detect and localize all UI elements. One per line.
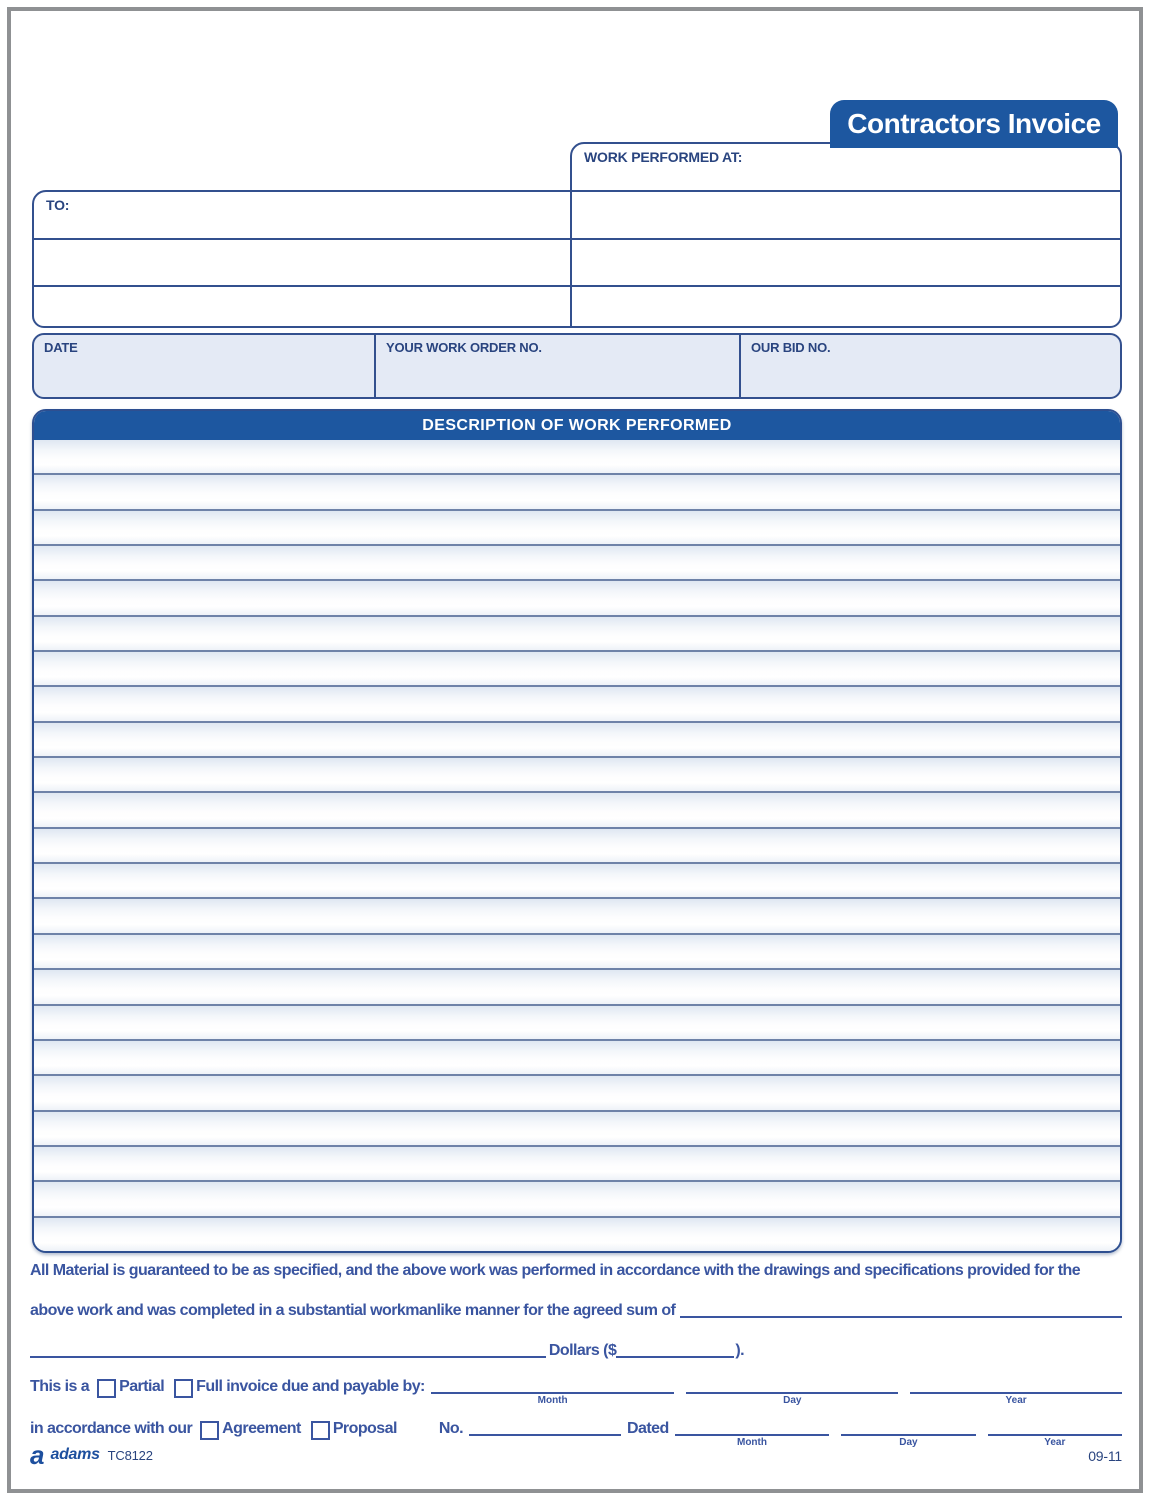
- day-label: Day: [899, 1437, 918, 1448]
- description-write-line[interactable]: [34, 758, 1120, 793]
- description-write-line[interactable]: [34, 1006, 1120, 1041]
- dated-label: Dated: [627, 1420, 669, 1437]
- description-write-line[interactable]: [34, 1076, 1120, 1111]
- write-line: [34, 238, 570, 240]
- description-write-line[interactable]: [34, 1218, 1120, 1251]
- payable-day-input[interactable]: [686, 1392, 898, 1406]
- work-order-label: YOUR WORK ORDER NO.: [386, 340, 542, 355]
- bid-field[interactable]: [739, 335, 1120, 397]
- description-write-line[interactable]: [34, 546, 1120, 581]
- dated-year-input[interactable]: [988, 1434, 1122, 1448]
- agreed-sum-input[interactable]: [680, 1316, 1122, 1318]
- work-performed-field[interactable]: [570, 142, 1122, 328]
- footer-brand: [30, 1442, 153, 1468]
- description-write-line[interactable]: [34, 1182, 1120, 1217]
- to-field[interactable]: [32, 190, 572, 328]
- invoice-type-row: [30, 1378, 1122, 1406]
- terms-line-2-text: above work and was completed in a substantial workmanlike manner for the agreed sum of: [30, 1302, 676, 1319]
- edition-code: 09-11: [1088, 1448, 1122, 1464]
- month-label: Month: [736, 1437, 767, 1448]
- full-checkbox[interactable]: [174, 1379, 193, 1398]
- date-field[interactable]: [34, 335, 374, 397]
- date-label: DATE: [44, 340, 78, 355]
- meta-row: [32, 333, 1122, 399]
- description-write-line[interactable]: [34, 864, 1120, 899]
- description-write-line[interactable]: [34, 511, 1120, 546]
- description-write-line[interactable]: [34, 899, 1120, 934]
- description-write-line[interactable]: [34, 935, 1120, 970]
- brand-name: adams: [50, 1446, 100, 1463]
- proposal-checkbox[interactable]: [311, 1421, 330, 1440]
- description-write-line[interactable]: [34, 475, 1120, 510]
- description-write-line[interactable]: [34, 1041, 1120, 1076]
- description-write-line[interactable]: [34, 1112, 1120, 1147]
- description-header: DESCRIPTION OF WORK PERFORMED: [34, 411, 1120, 440]
- year-label: Year: [1005, 1395, 1027, 1406]
- no-label: No.: [438, 1420, 463, 1437]
- write-line: [572, 238, 1120, 240]
- write-line: [572, 285, 1120, 287]
- description-rows: [34, 440, 1120, 1251]
- write-line: [572, 190, 1120, 192]
- description-write-line[interactable]: [34, 970, 1120, 1005]
- dated-month-input[interactable]: [675, 1434, 830, 1448]
- partial-checkbox[interactable]: [97, 1379, 116, 1398]
- description-box: [32, 409, 1122, 1253]
- bid-label: OUR BID NO.: [751, 340, 831, 355]
- page-title: Contractors Invoice: [847, 108, 1101, 139]
- dollars-line: [30, 1342, 744, 1360]
- agreement-row: [30, 1420, 1122, 1448]
- partial-label: Partial: [119, 1378, 165, 1395]
- payable-month-input[interactable]: [431, 1392, 675, 1406]
- month-label: Month: [537, 1395, 568, 1406]
- description-write-line[interactable]: [34, 793, 1120, 828]
- year-label: Year: [1044, 1437, 1066, 1448]
- agreement-prefix: in accordance with our: [30, 1420, 193, 1437]
- work-performed-label: WORK PERFORMED AT:: [584, 149, 743, 165]
- terms-line-1: All Material is guaranteed to be as specified, and the above work was performed in accordance with the drawings and specifications provided for the: [30, 1262, 1081, 1279]
- description-write-line[interactable]: [34, 687, 1120, 722]
- proposal-label: Proposal: [332, 1420, 397, 1437]
- description-write-line[interactable]: [34, 581, 1120, 616]
- to-label: TO:: [46, 197, 70, 213]
- adams-logo-icon: a: [30, 1440, 45, 1470]
- description-write-line[interactable]: [34, 617, 1120, 652]
- payable-year-input[interactable]: [910, 1392, 1122, 1406]
- description-write-line[interactable]: [34, 723, 1120, 758]
- description-write-line[interactable]: [34, 440, 1120, 475]
- description-write-line[interactable]: [34, 652, 1120, 687]
- description-write-line[interactable]: [34, 829, 1120, 864]
- invoice-type-prefix: This is a: [30, 1378, 90, 1395]
- work-order-field[interactable]: [374, 335, 739, 397]
- agreement-label: Agreement: [222, 1420, 301, 1437]
- dated-day-input[interactable]: [841, 1434, 975, 1448]
- dollars-prefix: Dollars ($: [548, 1342, 617, 1359]
- agreement-checkbox[interactable]: [200, 1421, 219, 1440]
- agreement-number-input[interactable]: [469, 1434, 621, 1436]
- form-title-tab: [830, 100, 1118, 148]
- amount-numeric-input[interactable]: [616, 1356, 734, 1358]
- write-line: [34, 285, 570, 287]
- description-write-line[interactable]: [34, 1147, 1120, 1182]
- amount-words-input[interactable]: [30, 1356, 546, 1358]
- day-label: Day: [783, 1395, 802, 1406]
- full-invoice-text: Full invoice due and payable by:: [196, 1378, 425, 1395]
- form-number: TC8122: [107, 1447, 153, 1463]
- terms-line-2: [30, 1302, 1122, 1320]
- dollars-suffix: ).: [735, 1342, 744, 1359]
